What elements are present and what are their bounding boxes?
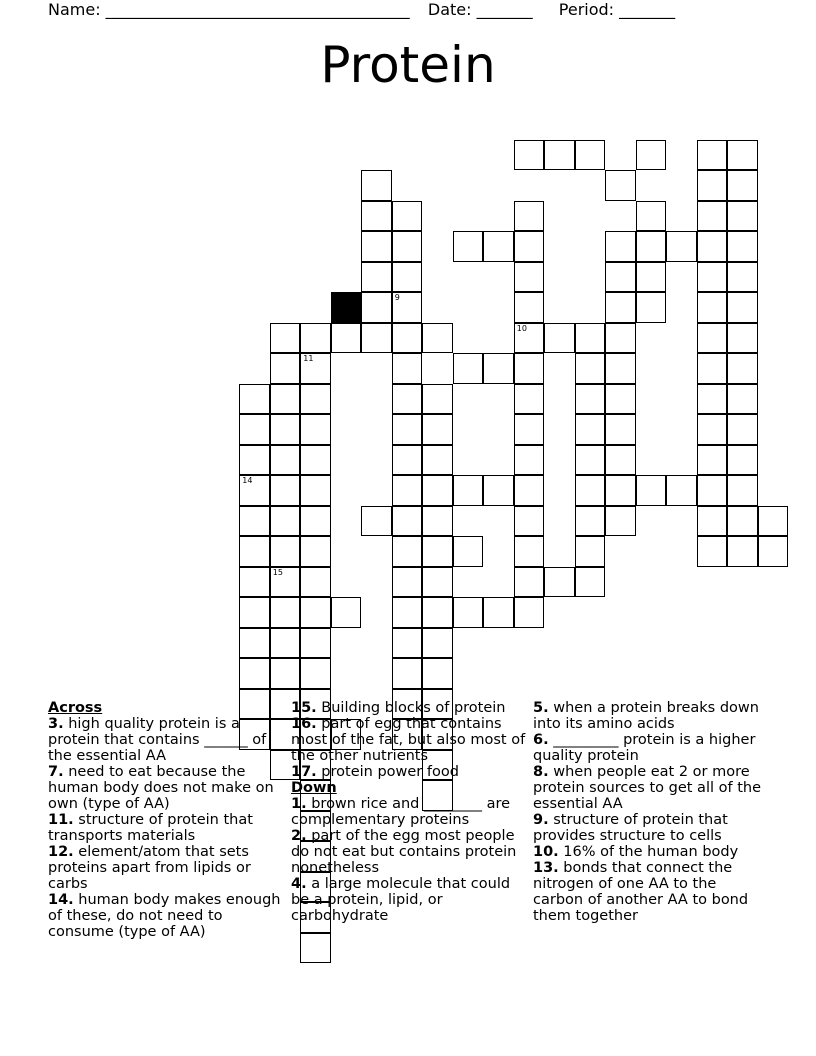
crossword-cell[interactable]: [697, 170, 728, 201]
crossword-cell[interactable]: [697, 445, 728, 476]
crossword-cell[interactable]: [605, 445, 636, 476]
crossword-cell[interactable]: [605, 414, 636, 445]
clue-text: brown rice and ________ are complementary proteins: [291, 796, 511, 828]
clue-item: [291, 876, 526, 924]
clue-number: 9.: [533, 812, 549, 828]
crossword-cell[interactable]: [544, 140, 575, 171]
crossword-cell[interactable]: [575, 475, 606, 506]
period-field[interactable]: Period: _______: [558, 0, 676, 19]
clue-number: 8.: [533, 764, 549, 780]
crossword-cell[interactable]: [514, 353, 545, 384]
crossword-cell[interactable]: [758, 506, 789, 537]
crossword-cell[interactable]: [514, 262, 545, 293]
crossword-cell[interactable]: [392, 353, 423, 384]
crossword-cell[interactable]: [514, 506, 545, 537]
date-field[interactable]: Date: _______: [427, 0, 533, 19]
crossword-cell[interactable]: [422, 567, 453, 598]
crossword-cell[interactable]: [453, 353, 484, 384]
crossword-cell[interactable]: [239, 445, 270, 476]
clue-number: 3.: [48, 716, 64, 732]
name-field[interactable]: Name: ______________________________________: [48, 0, 410, 19]
crossword-cell[interactable]: [300, 414, 331, 445]
crossword-cell[interactable]: [514, 597, 545, 628]
crossword-cell[interactable]: [636, 475, 667, 506]
crossword-cell[interactable]: [422, 628, 453, 659]
crossword-cell[interactable]: [636, 140, 667, 171]
crossword-cell[interactable]: [239, 384, 270, 415]
crossword-cell[interactable]: [270, 475, 301, 506]
crossword-cell[interactable]: [575, 384, 606, 415]
crossword-cell[interactable]: [544, 323, 575, 354]
clue-number: 10: [516, 323, 527, 333]
clue-number: 1.: [291, 796, 307, 812]
crossword-cell[interactable]: [727, 536, 758, 567]
clue-item: [533, 732, 768, 764]
crossword-cell[interactable]: [300, 323, 331, 354]
crossword-cell[interactable]: [605, 384, 636, 415]
crossword-cell[interactable]: [422, 597, 453, 628]
crossword-cell[interactable]: [605, 231, 636, 262]
crossword-cell[interactable]: [697, 140, 728, 171]
clue-item: [48, 812, 283, 844]
clues-column-1: [48, 700, 283, 940]
crossword-cell[interactable]: [422, 384, 453, 415]
crossword-cell[interactable]: [605, 353, 636, 384]
clue-text: structure of protein that transports materials: [48, 812, 253, 844]
clue-item: [291, 828, 526, 876]
crossword-cell[interactable]: [697, 506, 728, 537]
crossword-cell[interactable]: [514, 292, 545, 323]
crossword-cell[interactable]: [361, 262, 392, 293]
crossword-cell[interactable]: [697, 353, 728, 384]
crossword-cell[interactable]: [270, 597, 301, 628]
crossword-cell[interactable]: [270, 506, 301, 537]
crossword-cell[interactable]: [514, 231, 545, 262]
crossword-cell[interactable]: [300, 933, 331, 964]
crossword-cell[interactable]: [361, 292, 392, 323]
clue-number: 16.: [291, 716, 317, 732]
crossword-cell[interactable]: [361, 170, 392, 201]
crossword-cell[interactable]: [636, 201, 667, 232]
clue-number: 11: [303, 354, 314, 364]
crossword-cell[interactable]: [727, 140, 758, 171]
crossword-cell[interactable]: [392, 658, 423, 689]
crossword-cell[interactable]: [270, 323, 301, 354]
clue-item: [533, 764, 768, 812]
clue-number: 6.: [533, 732, 549, 748]
crossword-cell[interactable]: [270, 414, 301, 445]
crossword-cell[interactable]: [300, 567, 331, 598]
clue-item: [48, 892, 283, 940]
crossword-cell[interactable]: [727, 323, 758, 354]
crossword-cell[interactable]: [727, 475, 758, 506]
crossword-cell[interactable]: [605, 170, 636, 201]
crossword-cell[interactable]: [605, 323, 636, 354]
crossword-cell[interactable]: [239, 597, 270, 628]
crossword-cell[interactable]: [514, 201, 545, 232]
crossword-cell[interactable]: [361, 231, 392, 262]
crossword-cell[interactable]: [575, 536, 606, 567]
crossword-cell[interactable]: [727, 445, 758, 476]
crossword-cell[interactable]: [758, 536, 789, 567]
crossword-cell[interactable]: [300, 658, 331, 689]
crossword-cell[interactable]: [666, 475, 697, 506]
crossword-cell[interactable]: [727, 170, 758, 201]
clue-number: 14: [242, 476, 253, 486]
crossword-cell[interactable]: [575, 506, 606, 537]
crossword-cell[interactable]: [697, 231, 728, 262]
crossword-cell[interactable]: [453, 475, 484, 506]
crossword-cell[interactable]: [422, 323, 453, 354]
clue-item: [291, 796, 526, 828]
clue-text: a large molecule that could be a protein, lipid, or carbohydrate: [291, 876, 511, 924]
crossword-cell[interactable]: [239, 628, 270, 659]
crossword-cell[interactable]: [392, 323, 423, 354]
crossword-cell[interactable]: [300, 506, 331, 537]
crossword-cell[interactable]: [575, 414, 606, 445]
crossword-cell[interactable]: [239, 414, 270, 445]
crossword-cell[interactable]: [483, 353, 514, 384]
clue-item: [48, 764, 283, 812]
clue-text: 16% of the human body: [558, 844, 739, 860]
crossword-cell[interactable]: [392, 597, 423, 628]
clue-text: bonds that connect the nitrogen of one AA to the carbon of another AA to bond them together: [533, 860, 749, 924]
crossword-cell[interactable]: [727, 201, 758, 232]
crossword-cell[interactable]: [605, 475, 636, 506]
clue-item: [291, 764, 526, 780]
crossword-cell[interactable]: [392, 445, 423, 476]
clue-text: _________ protein is a higher quality protein: [533, 732, 756, 764]
down-heading: Down: [291, 780, 337, 796]
crossword-cell[interactable]: [300, 384, 331, 415]
crossword-cell[interactable]: [270, 445, 301, 476]
clue-number: 11.: [48, 812, 74, 828]
crossword-cell[interactable]: [392, 567, 423, 598]
clue-item: [48, 844, 283, 892]
crossword-cell[interactable]: [697, 536, 728, 567]
crossword-cell[interactable]: [666, 231, 697, 262]
crossword-cell[interactable]: [300, 597, 331, 628]
crossword-cell[interactable]: [422, 536, 453, 567]
crossword-cell[interactable]: [514, 475, 545, 506]
clue-text: need to eat because the human body does not make on own (type of AA): [48, 764, 274, 812]
black-square: [331, 292, 362, 323]
crossword-cell[interactable]: [575, 567, 606, 598]
crossword-cell[interactable]: [422, 414, 453, 445]
crossword-cell[interactable]: [392, 536, 423, 567]
clue-text: Building blocks of protein: [316, 700, 506, 716]
crossword-cell[interactable]: [239, 567, 270, 598]
crossword-cell[interactable]: [636, 231, 667, 262]
crossword-cell[interactable]: [300, 536, 331, 567]
clue-number: 4.: [291, 876, 307, 892]
clue-number: 15: [272, 567, 283, 577]
clue-number: 9: [394, 293, 400, 303]
crossword-cell[interactable]: [392, 506, 423, 537]
clue-number: 12.: [48, 844, 74, 860]
clue-text: human body makes enough of these, do not need to consume (type of AA): [48, 892, 281, 940]
crossword-cell[interactable]: [361, 201, 392, 232]
crossword-cell[interactable]: [483, 475, 514, 506]
clue-text: when people eat 2 or more protein sources to get all of the essential AA: [533, 764, 761, 812]
crossword-cell[interactable]: [514, 567, 545, 598]
clue-number: 10.: [533, 844, 559, 860]
crossword-cell[interactable]: [727, 506, 758, 537]
crossword-cell[interactable]: [300, 628, 331, 659]
crossword-cell[interactable]: [483, 597, 514, 628]
crossword-cell[interactable]: [727, 384, 758, 415]
crossword-cell[interactable]: [636, 292, 667, 323]
page-title: Protein: [320, 36, 496, 94]
crossword-cell[interactable]: [453, 597, 484, 628]
clue-item: [48, 716, 283, 764]
crossword-cell[interactable]: [392, 475, 423, 506]
clue-number: 5.: [533, 700, 549, 716]
clue-text: high quality protein is a protein that contains ______ of the essential AA: [48, 716, 267, 764]
crossword-cell[interactable]: [270, 384, 301, 415]
crossword-cell[interactable]: [575, 323, 606, 354]
clues-column-2: [291, 700, 526, 924]
clue-item: [291, 700, 526, 716]
crossword-cell[interactable]: [636, 262, 667, 293]
crossword-cell[interactable]: [422, 475, 453, 506]
crossword-cell[interactable]: [361, 506, 392, 537]
crossword-cell[interactable]: [422, 658, 453, 689]
crossword-cell[interactable]: [422, 506, 453, 537]
crossword-cell[interactable]: [392, 292, 423, 323]
clue-item: [533, 860, 768, 924]
crossword-cell[interactable]: [300, 353, 331, 384]
clue-number: 2.: [291, 828, 307, 844]
crossword-cell[interactable]: [697, 475, 728, 506]
crossword-cell[interactable]: [575, 140, 606, 171]
crossword-cell[interactable]: [270, 536, 301, 567]
crossword-cell[interactable]: [697, 262, 728, 293]
crossword-cell[interactable]: [361, 323, 392, 354]
crossword-cell[interactable]: [331, 323, 362, 354]
clues-column-3: [533, 700, 768, 924]
clue-text: when a protein breaks down into its amino acids: [533, 700, 759, 732]
crossword-cell[interactable]: [697, 292, 728, 323]
crossword-cell[interactable]: [605, 292, 636, 323]
crossword-cell[interactable]: [422, 445, 453, 476]
crossword-cell[interactable]: [300, 445, 331, 476]
crossword-cell[interactable]: [392, 262, 423, 293]
crossword-cell[interactable]: [239, 658, 270, 689]
crossword-cell[interactable]: [727, 353, 758, 384]
crossword-cell[interactable]: [514, 445, 545, 476]
crossword-cell[interactable]: [727, 414, 758, 445]
crossword-cell[interactable]: [392, 201, 423, 232]
crossword-cell[interactable]: [270, 658, 301, 689]
clue-number: 13.: [533, 860, 559, 876]
crossword-cell[interactable]: [697, 323, 728, 354]
crossword-cell[interactable]: [514, 536, 545, 567]
crossword-cell[interactable]: [514, 414, 545, 445]
crossword-cell[interactable]: [331, 597, 362, 628]
clue-text: part of the egg most people do not eat but contains protein nonetheless: [291, 828, 517, 876]
crossword-cell[interactable]: [514, 140, 545, 171]
crossword-cell[interactable]: [544, 567, 575, 598]
clue-item: [533, 812, 768, 844]
crossword-cell[interactable]: [300, 475, 331, 506]
crossword-cell[interactable]: [605, 506, 636, 537]
crossword-cell[interactable]: [697, 384, 728, 415]
crossword-cell[interactable]: [727, 262, 758, 293]
crossword-cell[interactable]: [697, 414, 728, 445]
crossword-cell[interactable]: [697, 201, 728, 232]
crossword-cell[interactable]: [392, 384, 423, 415]
crossword-cell[interactable]: [392, 414, 423, 445]
crossword-cell[interactable]: [239, 475, 270, 506]
crossword-cell[interactable]: [392, 628, 423, 659]
clue-number: 14.: [48, 892, 74, 908]
crossword-cell[interactable]: [270, 353, 301, 384]
crossword-cell[interactable]: [483, 231, 514, 262]
crossword-cell[interactable]: [239, 506, 270, 537]
crossword-cell[interactable]: [575, 445, 606, 476]
crossword-cell[interactable]: [453, 536, 484, 567]
crossword-cell[interactable]: [453, 231, 484, 262]
crossword-cell[interactable]: [605, 262, 636, 293]
crossword-cell[interactable]: [392, 231, 423, 262]
clue-text: protein power food: [316, 764, 459, 780]
clue-item: [533, 700, 768, 732]
clue-item: [291, 716, 526, 764]
crossword-cell[interactable]: [239, 536, 270, 567]
clue-item: [533, 844, 768, 860]
crossword-cell[interactable]: [727, 292, 758, 323]
crossword-cell[interactable]: [727, 231, 758, 262]
crossword-cell[interactable]: [514, 384, 545, 415]
clue-text: structure of protein that provides structure to cells: [533, 812, 728, 844]
crossword-cell[interactable]: [575, 353, 606, 384]
clue-number: 15.: [291, 700, 317, 716]
across-heading: Across: [48, 700, 103, 716]
clue-text: element/atom that sets proteins apart from lipids or carbs: [48, 844, 251, 892]
crossword-cell[interactable]: [270, 567, 301, 598]
clue-text: part of egg that contains most of the fat, but also most of the other nutrients: [291, 716, 526, 764]
clue-number: 7.: [48, 764, 64, 780]
clue-number: 17.: [291, 764, 317, 780]
crossword-cell[interactable]: [514, 323, 545, 354]
crossword-cell[interactable]: [270, 628, 301, 659]
